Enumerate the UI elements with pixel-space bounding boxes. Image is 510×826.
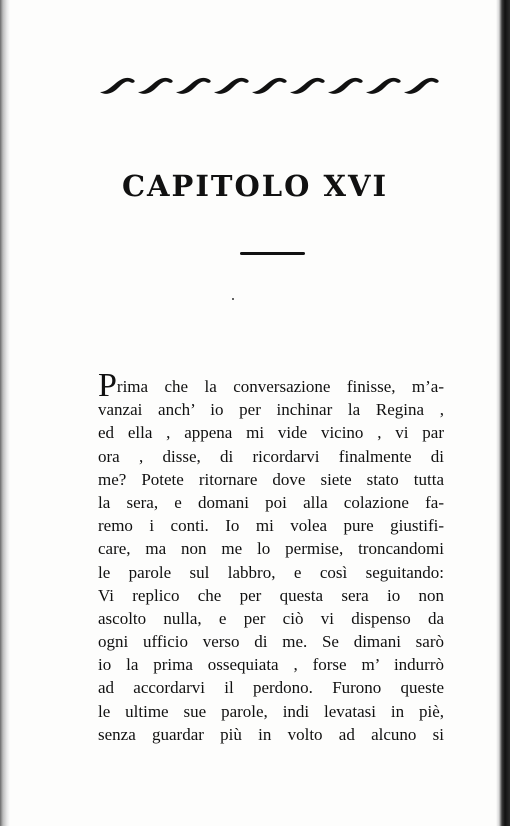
drop-cap: P bbox=[98, 367, 117, 404]
text-line: ad accordarvi il perdono. Furono queste bbox=[98, 678, 444, 698]
text-line: ora , disse, di ricordarvi finalmente di bbox=[98, 446, 444, 466]
print-speck bbox=[232, 298, 234, 300]
text-line: ed ella , appena mi vide vicino , vi par bbox=[98, 423, 444, 443]
text-line: remo i conti. Io mi volea pure giustifi- bbox=[98, 516, 444, 536]
wave-ornament-icon bbox=[100, 72, 445, 102]
text-line: le parole sul labbro, e così seguitando: bbox=[98, 562, 444, 582]
text-line: Vi replico che per questa sera io non bbox=[98, 585, 444, 605]
text-line: senza guardar più in volto ad alcuno si bbox=[98, 724, 444, 744]
chapter-body-text bbox=[98, 367, 444, 746]
text-line bbox=[98, 367, 444, 404]
text-line: vanzai anch’ io per inchinar la Regina , bbox=[98, 400, 444, 420]
chapter-title: CAPITOLO XVI bbox=[121, 169, 389, 203]
text-line: me? Potete ritornare dove siete stato tutta bbox=[98, 469, 444, 489]
text-line: la sera, e domani poi alla colazione fa- bbox=[98, 492, 444, 512]
title-rule bbox=[240, 252, 305, 255]
first-line-text: rima che la conversazione finisse, m’a- bbox=[116, 377, 444, 396]
page-binding-edge bbox=[0, 0, 10, 826]
text-line: care, ma non me lo permise, troncandomi bbox=[98, 539, 444, 559]
text-line: io la prima ossequiata , forse m’ indurrò bbox=[98, 655, 444, 675]
text-line: ogni ufficio verso di me. Se dimani sarò bbox=[98, 632, 444, 652]
text-line: le ultime sue parole, indi levatasi in piè, bbox=[98, 701, 444, 721]
page-scan-edge bbox=[496, 0, 510, 826]
text-line: ascolto nulla, e per ciò vi dispenso da bbox=[98, 608, 444, 628]
